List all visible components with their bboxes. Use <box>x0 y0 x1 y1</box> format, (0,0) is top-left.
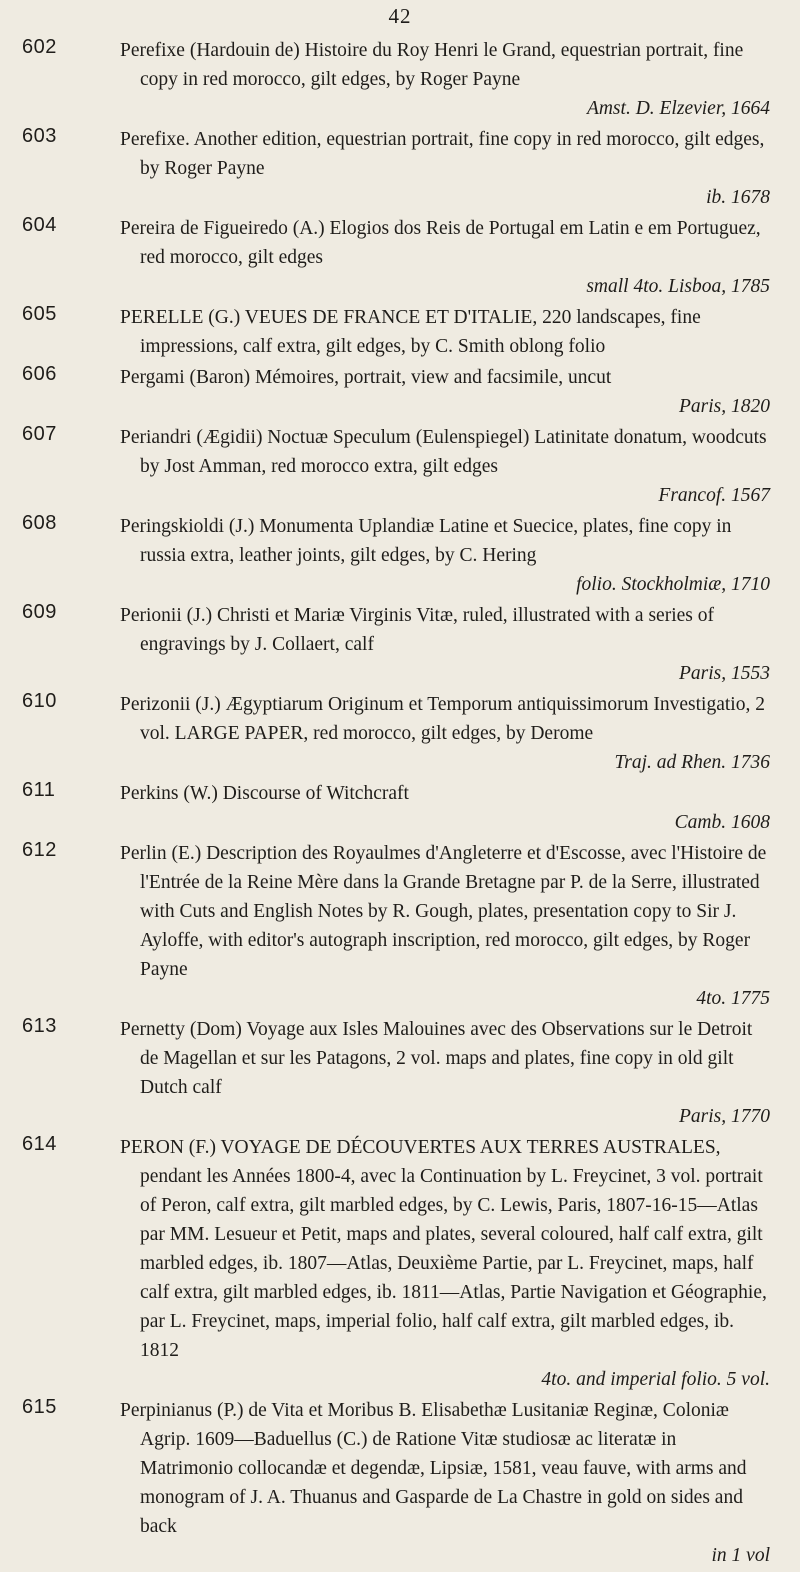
entry-imprint: in 1 vol <box>711 1545 770 1566</box>
lot-number: 607 <box>22 423 57 445</box>
page-number: 42 <box>388 4 412 28</box>
catalogue-entry <box>0 1015 800 1131</box>
catalogue-entry <box>0 363 800 421</box>
entry-imprint: folio. Stockholmiæ, 1710 <box>576 574 770 595</box>
catalogue-entry <box>0 423 800 510</box>
catalogue-entry <box>0 214 800 301</box>
entry-text: Pereira de Figueiredo (A.) Elogios dos Reis de Portugal em Latin e em Portuguez, red morocco, gilt edges <box>120 218 761 268</box>
lot-number: 610 <box>22 690 57 712</box>
lot-number: 606 <box>22 363 57 385</box>
catalogue-entry <box>0 601 800 688</box>
lot-number: 615 <box>22 1396 57 1418</box>
entry-imprint: Amst. D. Elzevier, 1664 <box>586 98 770 119</box>
catalogue-entry <box>0 1133 800 1394</box>
entry-description <box>120 423 770 510</box>
entry-text: PERELLE (G.) VEUES DE FRANCE ET D'ITALIE, 220 landscapes, fine impressions, calf extra, gilt edges, by C. Smith oblong folio <box>120 307 701 357</box>
lot-number: 611 <box>22 779 56 801</box>
lot-number: 608 <box>22 512 57 534</box>
lot-number: 605 <box>22 303 57 325</box>
entry-text: PERON (F.) VOYAGE DE DÉCOUVERTES AUX TERRES AUSTRALES, pendant les Années 1800-4, avec la Continuation by L. Freycinet, 3 vol. portrait of Peron, calf extra, gilt marbled edges, by C. Lewis, Paris, 1807-16-15—Atlas par MM. Lesueur et Petit, maps and plates, several coloured, half calf extra, gilt marbled edges, ib. 1807—Atlas, Deuxième Partie, par L. Freycinet, maps, half calf extra, gilt marbled edges, ib. 1811—Atlas, Partie Navigation et Géographie, par L. Freycinet, maps, imperial folio, half calf extra, gilt marbled edges, ib. 1812 <box>120 1137 767 1361</box>
entry-description <box>120 214 770 301</box>
entry-description <box>120 512 770 599</box>
lot-number: 614 <box>22 1133 57 1155</box>
lot-number: 609 <box>22 601 57 623</box>
lot-number: 613 <box>22 1015 57 1037</box>
entry-text: Perefixe (Hardouin de) Histoire du Roy Henri le Grand, equestrian portrait, fine copy in red morocco, gilt edges, by Roger Payne <box>120 40 744 90</box>
entry-description <box>120 125 770 212</box>
entry-imprint: Paris, 1820 <box>678 396 770 417</box>
catalogue-entry <box>0 125 800 212</box>
lot-number: 604 <box>22 214 57 236</box>
entry-description <box>120 1133 770 1394</box>
entry-description <box>120 1396 770 1570</box>
entry-text: Perefixe. Another edition, equestrian portrait, fine copy in red morocco, gilt edges, by Roger Payne <box>120 129 765 179</box>
catalogue-entry <box>0 36 800 123</box>
entry-imprint: Paris, 1553 <box>678 663 770 684</box>
catalogue-entry <box>0 690 800 777</box>
entry-imprint: 4to. and imperial folio. 5 vol. <box>541 1369 770 1390</box>
catalogue-entry <box>0 512 800 599</box>
entry-text: Perkins (W.) Discourse of Witchcraft <box>120 783 409 804</box>
entry-imprint: 4to. 1775 <box>696 988 770 1009</box>
entry-imprint: Traj. ad Rhen. 1736 <box>614 752 770 773</box>
entry-description <box>120 363 770 421</box>
catalogue-entry <box>0 1396 800 1570</box>
catalogue-entry <box>0 779 800 837</box>
lot-number: 603 <box>22 125 57 147</box>
entry-description <box>120 839 770 1013</box>
entry-text: Perionii (J.) Christi et Mariæ Virginis Vitæ, ruled, illustrated with a series of engravings by J. Collaert, calf <box>120 605 714 655</box>
entry-imprint: small 4to. Lisboa, 1785 <box>586 276 770 297</box>
catalogue-entry <box>0 303 800 361</box>
entry-imprint: ib. 1678 <box>706 187 770 208</box>
entry-text: Perpinianus (P.) de Vita et Moribus B. Elisabethæ Lusitaniæ Reginæ, Coloniæ Agrip. 1609—Baduellus (C.) de Ratione Vitæ studiosæ ac literatæ in Matrimonio collocandæ et degendæ, Lipsiæ, 1581, veau fauve, with arms and monogram of J. A. Thuanus and Gasparde de La Chastre in gold on sides and back <box>120 1400 747 1537</box>
entry-text: Pernetty (Dom) Voyage aux Isles Malouines avec des Observations sur le Detroit de Magellan et sur les Patagons, 2 vol. maps and plates, fine copy in old gilt Dutch calf <box>120 1019 753 1098</box>
lot-number: 612 <box>22 839 57 861</box>
entry-description <box>120 36 770 123</box>
lot-number: 602 <box>22 36 57 58</box>
entry-description <box>120 779 770 837</box>
entry-description <box>120 303 770 361</box>
entry-text: Perlin (E.) Description des Royaulmes d'Angleterre et d'Escosse, avec l'Histoire de l'Entrée de la Reine Mère dans la Grande Bretagne par P. de la Serre, illustrated with Cuts and English Notes by R. Gough, plates, presentation copy to Sir J. Ayloffe, with editor's autograph inscription, red morocco, gilt edges, by Roger Payne <box>120 843 767 980</box>
entry-description <box>120 690 770 777</box>
entry-description <box>120 601 770 688</box>
entry-text: Peringskioldi (J.) Monumenta Uplandiæ Latine et Suecice, plates, fine copy in russia extra, leather joints, gilt edges, by C. Hering <box>120 516 732 566</box>
catalogue-entry <box>0 839 800 1013</box>
entry-imprint: Paris, 1770 <box>678 1106 770 1127</box>
entry-text: Perizonii (J.) Ægyptiarum Originum et Temporum antiquissimorum Investigatio, 2 vol. LARGE PAPER, red morocco, gilt edges, by Derome <box>120 694 765 744</box>
entry-imprint: Francof. 1567 <box>658 485 770 506</box>
entry-text: Periandri (Ægidii) Noctuæ Speculum (Eulenspiegel) Latinitate donatum, woodcuts by Jost Amman, red morocco extra, gilt edges <box>120 427 767 477</box>
catalogue-entries <box>0 36 800 1572</box>
entry-description <box>120 1015 770 1131</box>
entry-text: Pergami (Baron) Mémoires, portrait, view and facsimile, uncut <box>120 367 612 388</box>
entry-imprint: Camb. 1608 <box>674 812 770 833</box>
